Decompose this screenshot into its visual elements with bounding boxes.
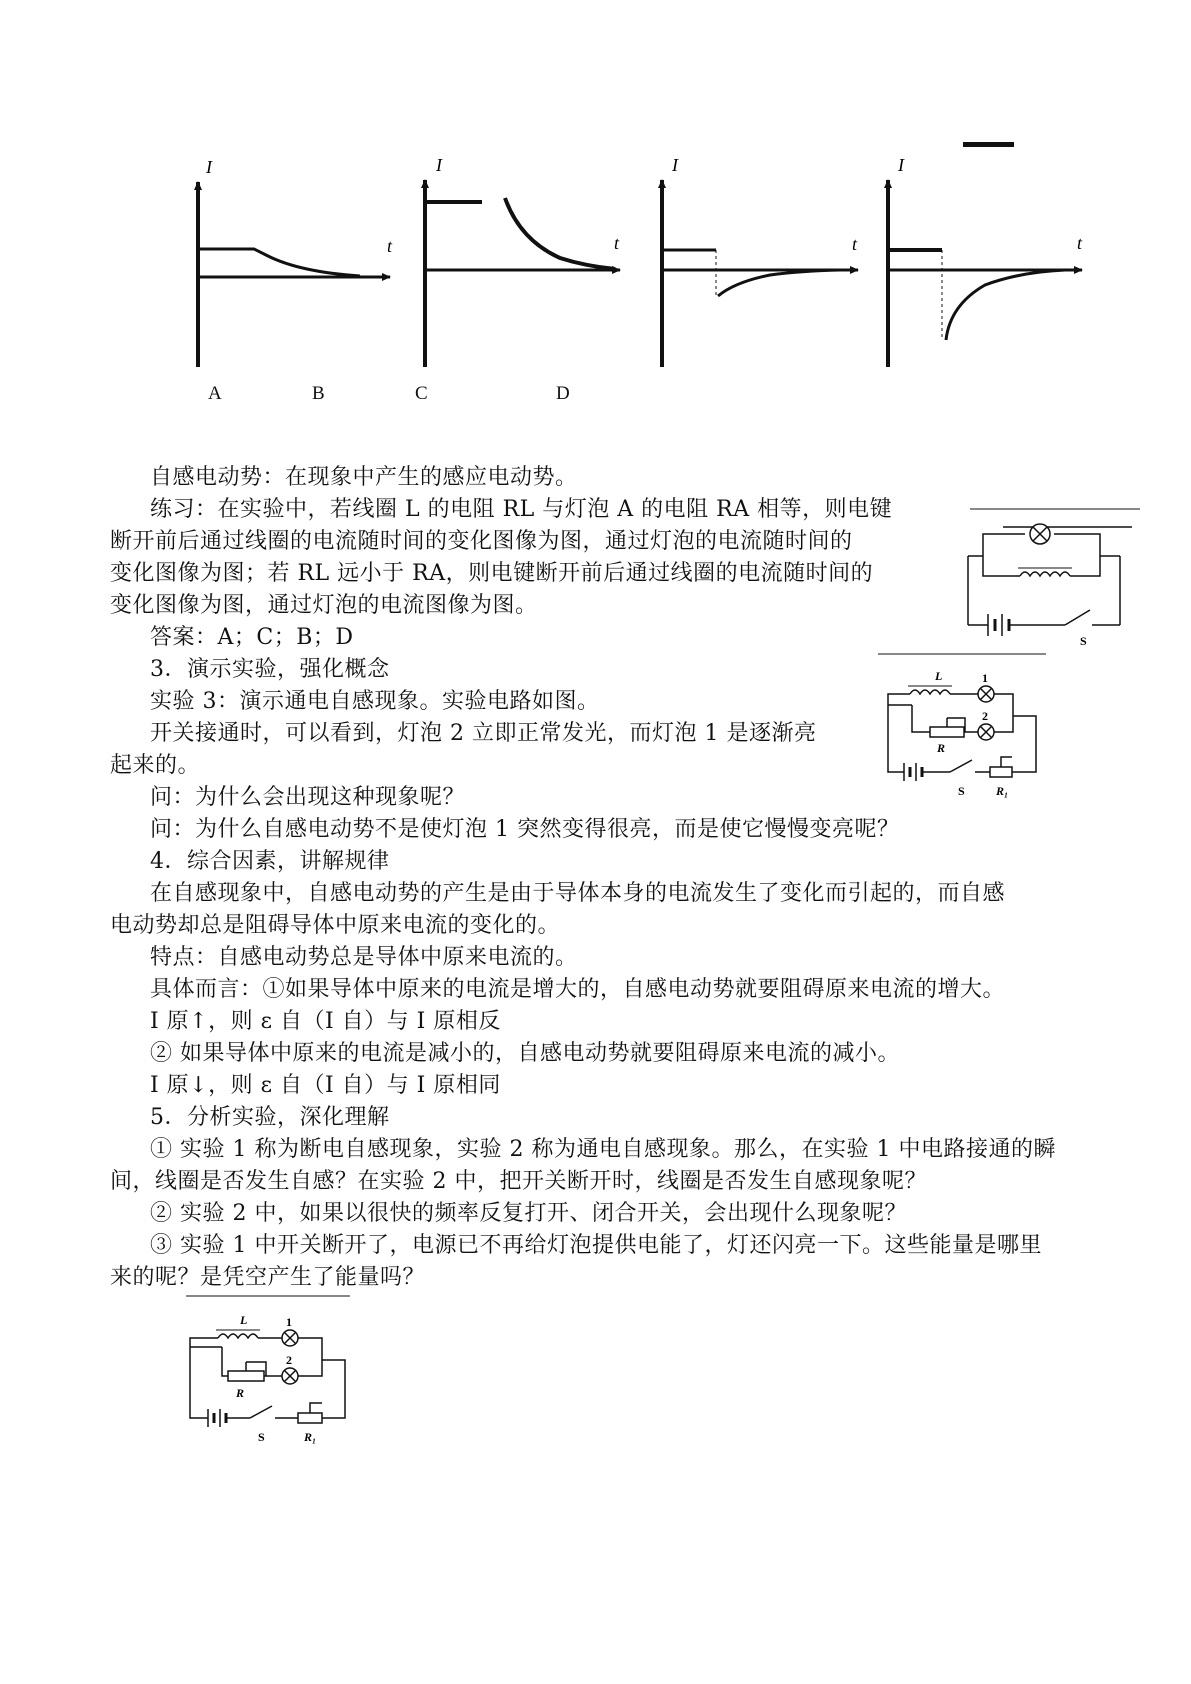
para-answer: 答案：A；C；B；D xyxy=(150,625,354,650)
graph-label-a: A xyxy=(208,383,222,404)
para-analysis-3-line-2: 来的呢？是凭空产生了能量吗？ xyxy=(110,1265,426,1290)
para-feature: 特点：自感电动势总是导体中原来电流的。 xyxy=(150,945,578,970)
graph-3-xlabel: t xyxy=(852,234,858,254)
rheostat-label-3: R₁ xyxy=(304,1430,317,1444)
para-exercise-line-3: 变化图像为图；若 RL 远小于 RA，则电键断开前后通过线圈的电流随时间的 xyxy=(110,561,874,586)
resistor-label: R xyxy=(937,741,946,755)
switch-label-2: S xyxy=(958,784,965,798)
para-specific-1: 具体而言：①如果导体中原来的电流是增大的，自感电动势就要阻碍原来电流的增大。 xyxy=(150,977,1006,1002)
graph-3 xyxy=(662,155,858,367)
inductor-label: L xyxy=(935,669,943,683)
graph-1 xyxy=(198,157,393,367)
para-question-2: 问：为什么自感电动势不是使灯泡 1 突然变得很亮，而是使它慢慢变亮呢？ xyxy=(150,817,900,842)
para-exercise-line-1: 练习：在实验中，若线圈 L 的电阻 RL 与灯泡 A 的电阻 RA 相等，则电键 xyxy=(150,497,893,522)
para-analysis-1-line-1: ① 实验 1 称为断电自感现象，实验 2 称为通电自感现象。那么，在实验 1 中电路接通的瞬 xyxy=(150,1137,1056,1162)
para-exercise-line-2: 断开前后通过线圈的电流随时间的变化图像为图，通过灯泡的电流随时间的 xyxy=(110,529,853,554)
para-rule-line-1: 在自感现象中，自感电动势的产生是由于导体本身的电流发生了变化而引起的，而自感 xyxy=(150,881,1006,906)
para-analysis-1-line-2: 间，线圈是否发生自感？在实验 2 中，把开关断开时，线圈是否发生自感现象呢？ xyxy=(110,1169,927,1194)
section-4-heading: 4．综合因素，讲解规律 xyxy=(150,849,390,874)
para-switch-on-line-1: 开关接通时，可以看到，灯泡 2 立即正常发光，而灯泡 1 是逐渐亮 xyxy=(150,721,817,746)
switch-label: S xyxy=(1080,634,1087,648)
para-switch-on-line-2: 起来的。 xyxy=(110,753,201,778)
graph-1-ylabel: I xyxy=(206,157,212,177)
section-3-heading: 3．演示实验，强化概念 xyxy=(150,657,390,682)
para-exercise-line-4: 变化图像为图，通过灯泡的电流图像为图。 xyxy=(110,593,538,618)
graphs-figure xyxy=(0,0,1191,400)
lamp2-label: 2 xyxy=(982,709,988,723)
graph-4-ylabel: I xyxy=(898,155,904,175)
para-analysis-3-line-1: ③ 实验 1 中开关断开了，电源已不再给灯泡提供电能了，灯还闪亮一下。这些能量是哪里 xyxy=(150,1233,1042,1258)
lamp1-label: 1 xyxy=(982,671,988,685)
lamp-icon xyxy=(1030,524,1050,544)
graph-3-ylabel: I xyxy=(672,155,678,175)
para-experiment-3: 实验 3：演示通电自感现象。实验电路如图。 xyxy=(150,689,600,714)
para-self-induction-emf: 自感电动势：在现象中产生的感应电动势。 xyxy=(150,465,578,490)
resistor-label-3: R xyxy=(236,1386,245,1400)
para-formula-1: I 原↑，则 ε 自（I 自）与 I 原相反 xyxy=(150,1009,501,1034)
para-rule-line-2: 电动势却总是阻碍导体中原来电流的变化的。 xyxy=(110,913,561,938)
section-5-heading: 5．分析实验，深化理解 xyxy=(150,1105,390,1130)
para-specific-2: ② 如果导体中原来的电流是减小的，自感电动势就要阻碍原来电流的减小。 xyxy=(150,1041,900,1066)
graph-4 xyxy=(888,155,1083,367)
para-analysis-2: ② 实验 2 中，如果以很快的频率反复打开、闭合开关，会出现什么现象呢？ xyxy=(150,1201,907,1226)
lamp1-label-3: 1 xyxy=(286,1315,292,1329)
para-formula-2: I 原↓，则 ε 自（I 自）与 I 原相同 xyxy=(150,1073,501,1098)
graph-4-xlabel: t xyxy=(1077,233,1083,253)
graph-2 xyxy=(425,155,620,367)
graph-1-xlabel: t xyxy=(387,236,393,256)
switch-label-3: S xyxy=(258,1430,265,1444)
rheostat-label: R₁ xyxy=(996,784,1009,798)
lamp2-label-3: 2 xyxy=(286,1353,292,1367)
graph-2-xlabel: t xyxy=(614,233,620,253)
graph-label-c: C xyxy=(415,383,428,404)
para-question-1: 问：为什么会出现这种现象呢？ xyxy=(150,785,466,810)
graph-label-b: B xyxy=(312,383,325,404)
graph-label-d: D xyxy=(556,383,570,404)
inductor-label-3: L xyxy=(240,1313,248,1327)
graph-2-ylabel: I xyxy=(436,155,442,175)
